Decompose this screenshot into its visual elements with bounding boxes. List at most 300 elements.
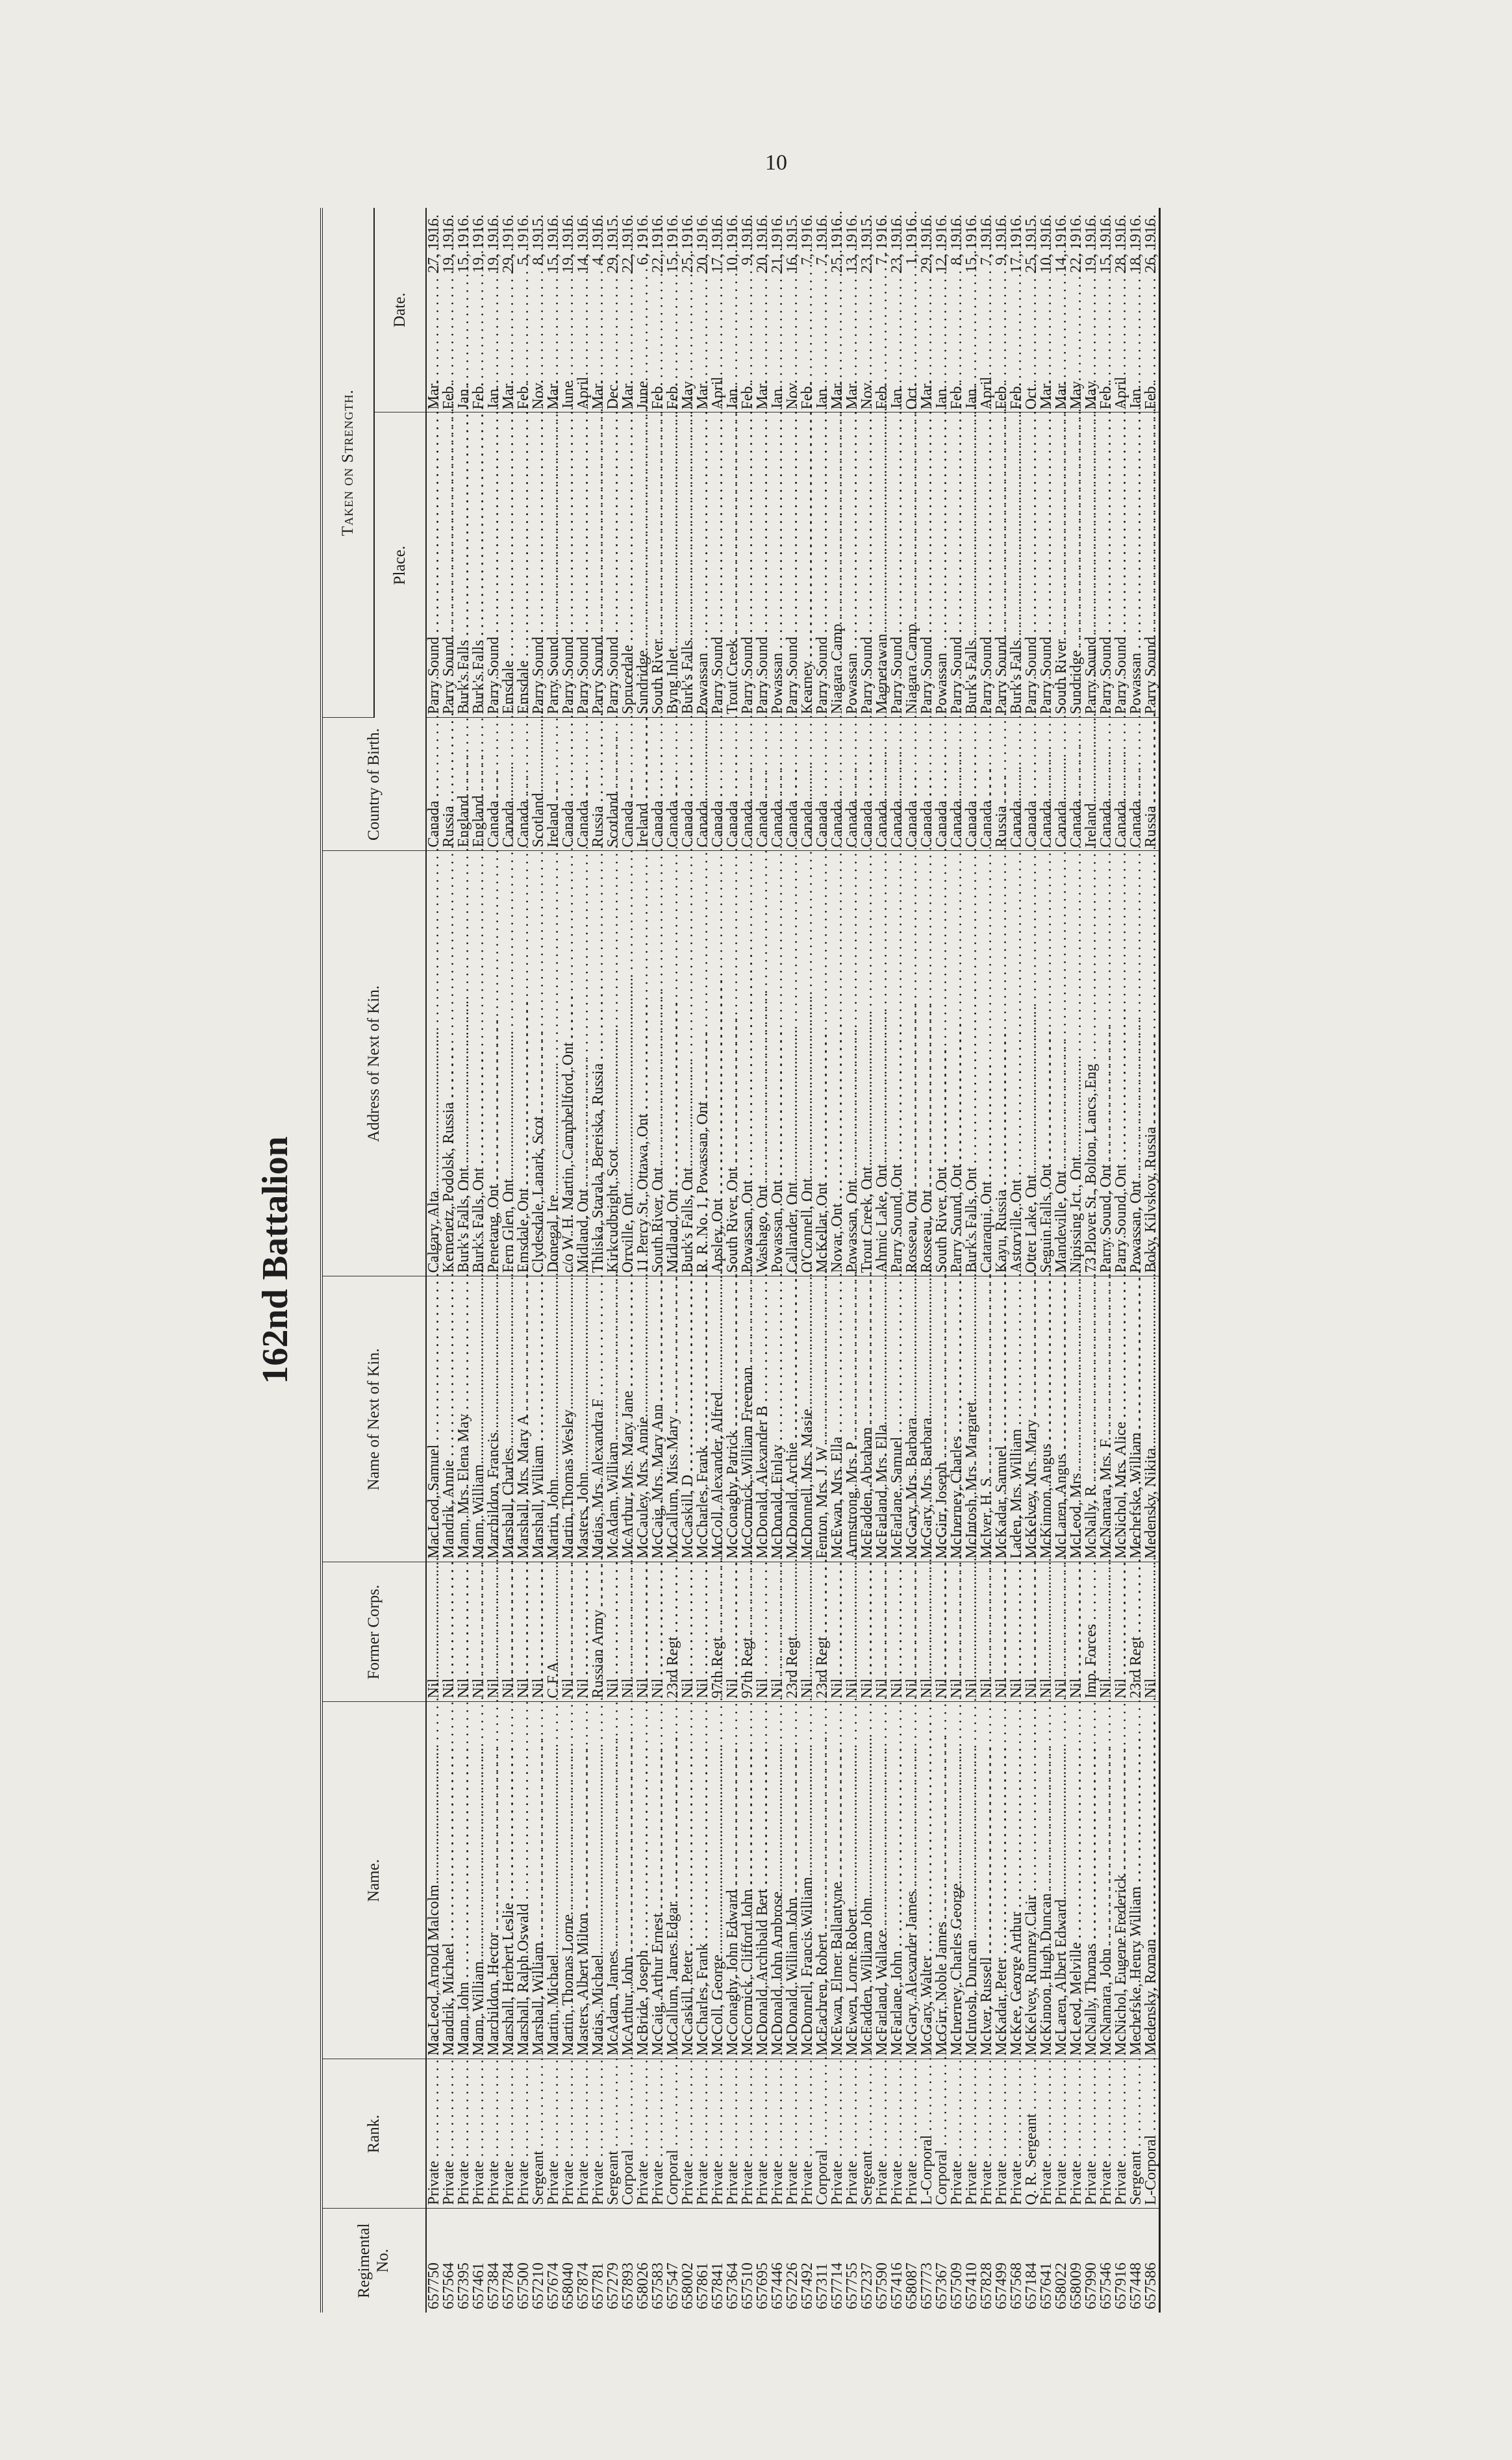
rank-cell: Private <box>485 2161 502 2205</box>
regimental-no-cell-wrap <box>1084 2209 1099 2313</box>
rank-cell: Private <box>993 2161 1010 2205</box>
next-of-kin-address-cell: Powassan, Ont <box>1128 1180 1144 1273</box>
rank-cell-wrap <box>964 2059 979 2209</box>
name-cell: McGary, Walter <box>918 1956 935 2056</box>
header-former-corps: Former Corps. <box>321 1562 426 1702</box>
regimental-no-cell: 657384 <box>485 2263 502 2309</box>
place-cell: Parry Sound <box>1023 637 1040 715</box>
country-of-birth-cell: Canada <box>485 800 502 848</box>
name-cell-wrap <box>755 1702 770 2059</box>
place-cell: Sundridge <box>635 650 651 715</box>
table-row <box>1099 208 1114 2313</box>
rank-cell-wrap <box>1099 2059 1114 2209</box>
former-corps-cell-wrap <box>860 1562 875 1702</box>
place-cell: Parry Sound <box>425 637 442 715</box>
date-day-year: 20, 1916. <box>754 214 771 273</box>
next-of-kin-name-cell: Medensky, Nikita <box>1142 1448 1159 1559</box>
place-cell-wrap <box>755 412 770 718</box>
date-cell <box>486 208 501 412</box>
next-of-kin-address-cell: 73 Plover St., Bolton, Lancs, Eng <box>1083 1063 1100 1273</box>
date-day-year: 10, 1916. <box>724 214 741 273</box>
country-of-birth-cell-wrap <box>875 718 890 851</box>
next-of-kin-address-cell: Seguin Falls, Ont <box>1038 1164 1055 1273</box>
date-month: Feb. <box>948 382 965 410</box>
name-cell-wrap <box>426 1702 442 2059</box>
next-of-kin-name-cell-wrap <box>964 1276 979 1562</box>
regimental-no-cell: 657364 <box>724 2263 741 2309</box>
next-of-kin-name-cell: McIntosh, Mrs. Margaret <box>963 1401 980 1559</box>
rank-cell: Private <box>470 2161 487 2205</box>
table-row <box>516 208 531 2313</box>
next-of-kin-address-cell-wrap <box>950 851 964 1276</box>
rank-cell-wrap <box>994 2059 1009 2209</box>
country-of-birth-cell-wrap <box>920 718 935 851</box>
regimental-no-cell: 657695 <box>754 2263 771 2309</box>
regimental-no-cell: 657461 <box>470 2263 487 2309</box>
place-cell-wrap <box>964 412 979 718</box>
next-of-kin-name-cell: McConaghy, Patrick <box>724 1430 741 1559</box>
name-cell-wrap <box>516 1702 531 2059</box>
rank-cell-wrap <box>546 2059 561 2209</box>
place-cell: Emsdale <box>500 660 517 715</box>
name-cell: McLeod, Melville <box>1068 1942 1085 2056</box>
next-of-kin-address-cell: Parry Sound, Ont <box>1113 1164 1129 1273</box>
country-of-birth-cell: Canada <box>694 800 711 848</box>
former-corps-cell-wrap <box>1099 1562 1114 1702</box>
former-corps-cell: Nil <box>620 1678 636 1699</box>
table-row <box>651 208 666 2313</box>
regimental-no-cell: 657564 <box>440 2263 457 2309</box>
former-corps-cell: C.F.A <box>545 1662 562 1699</box>
name-cell: McNamara, John <box>1098 1948 1115 2056</box>
next-of-kin-address-cell-wrap <box>964 851 979 1276</box>
place-cell-wrap <box>457 412 472 718</box>
place-cell: Niagara Camp <box>829 624 846 715</box>
regimental-no-cell: 657714 <box>829 2263 846 2309</box>
rank-cell-wrap <box>501 2059 516 2209</box>
next-of-kin-address-cell-wrap <box>711 851 725 1276</box>
next-of-kin-address-cell-wrap <box>426 851 442 1276</box>
regimental-no-cell: 657641 <box>1038 2263 1055 2309</box>
date-month: Feb. <box>1098 382 1115 410</box>
country-of-birth-cell: Canada <box>903 800 920 848</box>
date-month: Feb. <box>470 382 487 410</box>
country-of-birth-cell-wrap <box>1054 718 1069 851</box>
next-of-kin-name-cell-wrap <box>1054 1276 1069 1562</box>
former-corps-cell-wrap <box>1054 1562 1069 1702</box>
date-day-year: 7, 1916. <box>874 214 890 266</box>
place-cell-wrap <box>472 412 486 718</box>
next-of-kin-name-cell: McCaig, Mrs. Mary Ann <box>649 1404 666 1559</box>
next-of-kin-name-cell-wrap <box>920 1276 935 1562</box>
date-cell <box>890 208 905 412</box>
header-taken-on-strength: Taken on Strength. <box>321 208 374 718</box>
next-of-kin-name-cell: McKadar, Samuel <box>993 1445 1010 1559</box>
next-of-kin-address-cell: Parry Sound, Ont <box>1098 1164 1115 1273</box>
former-corps-cell: Nil <box>963 1678 980 1699</box>
next-of-kin-name-cell-wrap <box>875 1276 890 1562</box>
place-cell-wrap <box>979 412 994 718</box>
rank-cell-wrap <box>875 2059 890 2209</box>
place-cell: Burk's Falls <box>455 640 472 715</box>
name-cell-wrap <box>591 1702 606 2059</box>
next-of-kin-address-cell: Burk's Falls, Ont <box>470 1167 487 1273</box>
name-cell-wrap <box>1084 1702 1099 2059</box>
regimental-no-cell: 657492 <box>799 2263 816 2309</box>
former-corps-cell-wrap <box>472 1562 486 1702</box>
name-cell-wrap <box>442 1702 457 2059</box>
next-of-kin-name-cell: Matias, Mrs. Alexandra F <box>590 1399 607 1559</box>
rank-cell-wrap <box>426 2059 442 2209</box>
table-row <box>740 208 755 2313</box>
next-of-kin-address-cell: Penetang, Ont <box>485 1184 502 1273</box>
former-corps-cell-wrap <box>1024 1562 1039 1702</box>
place-cell: Emsdale <box>515 660 532 715</box>
date-day-year: 23, 1915. <box>859 214 876 273</box>
former-corps-cell: Nil <box>455 1678 472 1699</box>
date-month: April <box>709 376 726 410</box>
next-of-kin-address-cell: Boky, Kilvskoy, Russia <box>1142 1126 1159 1273</box>
date-month: Nov. <box>784 379 801 410</box>
name-cell: McKinnon, Hugh Duncan <box>1038 1893 1055 2056</box>
date-cell <box>755 208 770 412</box>
regimental-no-cell: 657893 <box>620 2263 636 2309</box>
next-of-kin-address-cell: South River, Ont <box>933 1167 950 1273</box>
country-of-birth-cell-wrap <box>1024 718 1039 851</box>
next-of-kin-name-cell-wrap <box>740 1276 755 1562</box>
former-corps-cell: Nil <box>978 1678 995 1699</box>
table-row <box>800 208 815 2313</box>
place-cell: South River <box>1053 639 1070 715</box>
next-of-kin-name-cell-wrap <box>905 1276 920 1562</box>
rank-cell-wrap <box>1114 2059 1129 2209</box>
next-of-kin-address-cell: Callander, Ont <box>784 1182 801 1273</box>
table-row <box>1114 208 1129 2313</box>
country-of-birth-cell: Canada <box>918 800 935 848</box>
date-cell <box>920 208 935 412</box>
country-of-birth-cell-wrap <box>815 718 830 851</box>
name-cell: McNally, Thomas <box>1083 1943 1100 2056</box>
former-corps-cell: Nil <box>754 1678 771 1699</box>
date-cell <box>1069 208 1084 412</box>
table-row <box>815 208 830 2313</box>
name-cell: McEwen, Lorne Robert <box>844 1908 861 2056</box>
country-of-birth-cell: Canada <box>500 800 517 848</box>
name-cell: McCaig, Arthur Ernest <box>649 1913 666 2056</box>
rank-cell: Private <box>903 2161 920 2205</box>
place-cell-wrap <box>591 412 606 718</box>
country-of-birth-cell-wrap <box>994 718 1009 851</box>
name-cell-wrap <box>472 1702 486 2059</box>
former-corps-cell: Nil <box>575 1678 592 1699</box>
former-corps-cell-wrap <box>935 1562 950 1702</box>
table-row <box>890 208 905 2313</box>
country-of-birth-cell: Canada <box>844 800 861 848</box>
country-of-birth-cell-wrap <box>770 718 785 851</box>
date-cell <box>830 208 845 412</box>
rank-cell: Private <box>635 2161 651 2205</box>
name-cell: McFarlane, John <box>888 1951 905 2056</box>
former-corps-cell: Nil <box>993 1678 1010 1699</box>
next-of-kin-address-cell-wrap <box>1084 851 1099 1276</box>
name-cell: McAdam, James <box>605 1951 622 2056</box>
country-of-birth-cell-wrap <box>636 718 651 851</box>
table-row <box>486 208 501 2313</box>
date-day-year: 19, 1916. <box>560 214 577 273</box>
former-corps-cell-wrap <box>875 1562 890 1702</box>
rank-cell-wrap <box>935 2059 950 2209</box>
date-day-year: 6, 1916. <box>635 214 651 266</box>
former-corps-cell: 23rd Regt <box>664 1636 681 1699</box>
rank-cell: Private <box>709 2161 726 2205</box>
rank-cell: Private <box>978 2161 995 2205</box>
former-corps-cell-wrap <box>442 1562 457 1702</box>
name-cell-wrap <box>1039 1702 1054 2059</box>
regimental-no-cell-wrap <box>711 2209 725 2313</box>
former-corps-cell-wrap <box>800 1562 815 1702</box>
rank-cell-wrap <box>1054 2059 1069 2209</box>
next-of-kin-address-cell-wrap <box>696 851 711 1276</box>
next-of-kin-name-cell-wrap <box>845 1276 860 1562</box>
next-of-kin-address-cell-wrap <box>1024 851 1039 1276</box>
name-cell: McInerney, Charles George <box>948 1883 965 2056</box>
date-cell <box>800 208 815 412</box>
next-of-kin-name-cell-wrap <box>1024 1276 1039 1562</box>
place-cell-wrap <box>426 412 442 718</box>
next-of-kin-name-cell-wrap <box>979 1276 994 1562</box>
former-corps-cell: Nil <box>1008 1678 1025 1699</box>
name-cell-wrap <box>800 1702 815 2059</box>
former-corps-cell: Nil <box>694 1678 711 1699</box>
regimental-no-cell-wrap <box>1054 2209 1069 2313</box>
country-of-birth-cell-wrap <box>1009 718 1024 851</box>
date-month: Mar. <box>590 380 607 410</box>
table-row <box>681 208 696 2313</box>
rank-cell-wrap <box>681 2059 696 2209</box>
date-month: Mar. <box>1053 380 1070 410</box>
rank-cell-wrap <box>725 2059 740 2209</box>
rank-cell: Private <box>1083 2161 1100 2205</box>
date-cell <box>875 208 890 412</box>
rank-cell-wrap <box>815 2059 830 2209</box>
regimental-no-cell-wrap <box>666 2209 681 2313</box>
date-month: Feb. <box>1142 382 1159 410</box>
next-of-kin-address-cell: 11 Percy St., Ottawa, Ont <box>635 1113 651 1273</box>
rank-cell-wrap <box>606 2059 621 2209</box>
date-month: Mar. <box>844 380 861 410</box>
name-cell: Mann, William <box>470 1961 487 2056</box>
regimental-no-cell: 657755 <box>844 2263 861 2309</box>
rank-cell-wrap <box>920 2059 935 2209</box>
rank-cell-wrap <box>516 2059 531 2209</box>
table-row <box>472 208 486 2313</box>
country-of-birth-cell-wrap <box>576 718 591 851</box>
regimental-no-cell-wrap <box>621 2209 636 2313</box>
former-corps-cell-wrap <box>501 1562 516 1702</box>
name-cell-wrap <box>457 1702 472 2059</box>
former-corps-cell-wrap <box>1114 1562 1129 1702</box>
regimental-no-cell: 657410 <box>963 2263 980 2309</box>
next-of-kin-address-cell-wrap <box>905 851 920 1276</box>
next-of-kin-address-cell-wrap <box>770 851 785 1276</box>
former-corps-cell-wrap <box>950 1562 964 1702</box>
regimental-no-cell: 657674 <box>545 2263 562 2309</box>
date-day-year: 29, 1915. <box>605 214 622 273</box>
country-of-birth-cell: Canada <box>515 800 532 848</box>
former-corps-cell: Nil <box>500 1678 517 1699</box>
former-corps-cell-wrap <box>1084 1562 1099 1702</box>
next-of-kin-address-cell-wrap <box>442 851 457 1276</box>
name-cell-wrap <box>606 1702 621 2059</box>
next-of-kin-name-cell: McNally, R <box>1083 1486 1100 1559</box>
date-month: Feb. <box>874 382 890 410</box>
date-cell <box>591 208 606 412</box>
next-of-kin-name-cell: Mann, Mrs. Elena May <box>455 1414 472 1559</box>
country-of-birth-cell: Canada <box>679 800 696 848</box>
regimental-no-cell: 657784 <box>500 2263 517 2309</box>
country-of-birth-cell-wrap <box>725 718 740 851</box>
next-of-kin-name-cell: Masters, John <box>575 1472 592 1559</box>
date-month: Mar. <box>754 380 771 410</box>
former-corps-cell: Nil <box>799 1678 816 1699</box>
regimental-no-cell: 657990 <box>1083 2263 1100 2309</box>
table-row <box>426 208 442 2313</box>
name-cell-wrap <box>875 1702 890 2059</box>
regimental-no-cell-wrap <box>800 2209 815 2313</box>
former-corps-cell: Nil <box>874 1678 890 1699</box>
next-of-kin-address-cell-wrap <box>979 851 994 1276</box>
date-month: Mar. <box>620 380 636 410</box>
next-of-kin-address-cell-wrap <box>576 851 591 1276</box>
date-cell <box>561 208 576 412</box>
date-cell <box>815 208 830 412</box>
date-cell <box>531 208 546 412</box>
next-of-kin-name-cell: McEwan, Mrs. Ella <box>829 1436 846 1559</box>
next-of-kin-address-cell-wrap <box>1114 851 1129 1276</box>
place-cell-wrap <box>785 412 800 718</box>
rank-cell-wrap <box>486 2059 501 2209</box>
next-of-kin-name-cell-wrap <box>860 1276 875 1562</box>
country-of-birth-cell: Canada <box>829 800 846 848</box>
country-of-birth-cell-wrap <box>696 718 711 851</box>
name-cell-wrap <box>1144 1702 1160 2059</box>
rank-cell-wrap <box>860 2059 875 2209</box>
header-place: Place. <box>374 412 426 718</box>
name-cell: Marshall, Herbert Leslie <box>500 1903 517 2056</box>
date-cell <box>1099 208 1114 412</box>
table-row <box>666 208 681 2313</box>
country-of-birth-cell: Ireland <box>545 803 562 848</box>
rank-cell-wrap <box>472 2059 486 2209</box>
table-row <box>830 208 845 2313</box>
next-of-kin-address-cell: Emsdale, Ont <box>515 1187 532 1273</box>
rank-cell: Private <box>784 2161 801 2205</box>
regimental-no-cell-wrap <box>920 2209 935 2313</box>
next-of-kin-address-cell: Astorville, Ont <box>1008 1179 1025 1273</box>
former-corps-cell: Russian Army <box>590 1609 607 1699</box>
former-corps-cell-wrap <box>755 1562 770 1702</box>
name-cell: Martin, Michael <box>545 1954 562 2056</box>
place-cell-wrap <box>636 412 651 718</box>
place-cell-wrap <box>576 412 591 718</box>
next-of-kin-address-cell: Clydesdale, Lanark, Scot <box>530 1116 547 1273</box>
regimental-no-cell-wrap <box>994 2209 1009 2313</box>
name-cell-wrap <box>666 1702 681 2059</box>
next-of-kin-address-cell-wrap <box>785 851 800 1276</box>
name-cell: MacLeod, Arnold Malcolm <box>425 1884 442 2056</box>
table-row <box>979 208 994 2313</box>
place-cell-wrap <box>621 412 636 718</box>
country-of-birth-cell: Canada <box>425 800 442 848</box>
date-month: Jan. <box>769 385 786 410</box>
date-cell <box>636 208 651 412</box>
rank-cell: Private <box>948 2161 965 2205</box>
rank-cell-wrap <box>770 2059 785 2209</box>
rank-cell-wrap <box>979 2059 994 2209</box>
next-of-kin-name-cell: McDonald, Alexander B <box>754 1406 771 1559</box>
next-of-kin-address-cell: c/o W. H. Martin, Campbellford, Ont <box>560 1042 577 1273</box>
date-day-year: 19, 1916. <box>470 214 487 273</box>
date-month: Jan. <box>814 385 831 410</box>
next-of-kin-name-cell: MacLeod, Samuel <box>425 1444 442 1559</box>
next-of-kin-name-cell-wrap <box>800 1276 815 1562</box>
next-of-kin-address-cell: South River, Ont <box>724 1167 741 1273</box>
date-day-year: 7, 1916. <box>799 214 816 266</box>
place-cell-wrap <box>516 412 531 718</box>
place-cell-wrap <box>920 412 935 718</box>
next-of-kin-address-cell: Orrville, Ont <box>620 1192 636 1273</box>
next-of-kin-name-cell: Armstrong, Mrs. P <box>844 1442 861 1559</box>
name-cell-wrap <box>905 1702 920 2059</box>
table-row <box>1069 208 1084 2313</box>
date-month: Mar. <box>918 380 935 410</box>
regimental-no-cell-wrap <box>740 2209 755 2313</box>
next-of-kin-address-cell-wrap <box>501 851 516 1276</box>
name-cell: Mann, John <box>455 1982 472 2056</box>
name-cell-wrap <box>815 1702 830 2059</box>
date-cell <box>1144 208 1160 412</box>
regimental-no-cell: 657210 <box>530 2263 547 2309</box>
country-of-birth-cell-wrap <box>426 718 442 851</box>
regimental-no-cell-wrap <box>950 2209 964 2313</box>
next-of-kin-address-cell: Burk's Falls, Ont <box>455 1167 472 1273</box>
place-cell: Powassan <box>933 652 950 715</box>
next-of-kin-name-cell-wrap <box>681 1276 696 1562</box>
next-of-kin-address-cell-wrap <box>994 851 1009 1276</box>
country-of-birth-cell-wrap <box>1099 718 1114 851</box>
next-of-kin-name-cell: McKelvey, Mrs. Mary <box>1023 1419 1040 1559</box>
rank-cell-wrap <box>1009 2059 1024 2209</box>
country-of-birth-cell: Canada <box>859 800 876 848</box>
name-cell: McCallum, James Edgar <box>664 1901 681 2056</box>
place-cell: Powassan <box>1128 652 1144 715</box>
place-cell-wrap <box>1114 412 1129 718</box>
former-corps-cell-wrap <box>711 1562 725 1702</box>
rank-cell: Private <box>649 2161 666 2205</box>
table-row <box>711 208 725 2313</box>
place-cell-wrap <box>1144 412 1160 718</box>
rank-cell: Sergeant <box>859 2150 876 2205</box>
date-month: June <box>635 381 651 410</box>
place-cell: Parry Sound <box>948 637 965 715</box>
next-of-kin-name-cell-wrap <box>1069 1276 1084 1562</box>
next-of-kin-address-cell-wrap <box>800 851 815 1276</box>
former-corps-cell: Nil <box>649 1678 666 1699</box>
regimental-no-cell-wrap <box>725 2209 740 2313</box>
name-cell-wrap <box>561 1702 576 2059</box>
place-cell: Burk's Falls <box>1008 640 1025 715</box>
place-cell-wrap <box>442 412 457 718</box>
